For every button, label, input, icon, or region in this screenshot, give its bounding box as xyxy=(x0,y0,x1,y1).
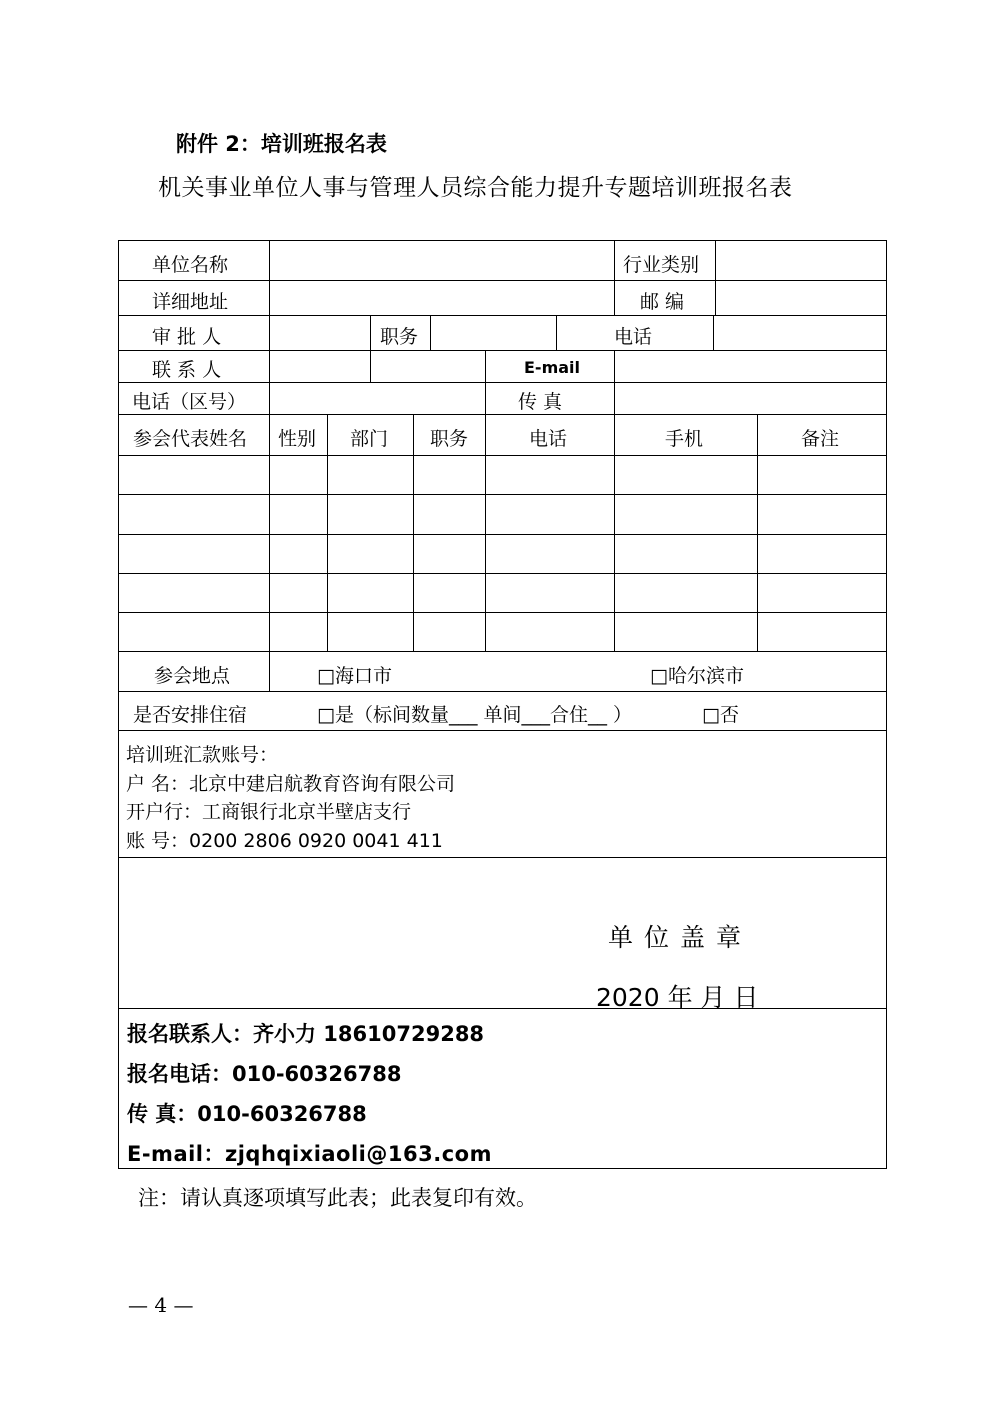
col-gender: 性别 xyxy=(278,428,317,450)
col-remarks: 备注 xyxy=(801,428,840,450)
annex-heading: 附件 2：培训班报名表 xyxy=(176,132,387,156)
address-label: 详细地址 xyxy=(152,291,229,313)
account-number: 账 号：0200 2806 0920 0041 411 xyxy=(126,830,443,852)
seal-date: 2020 年 月 日 xyxy=(596,983,759,1012)
lodging-yes-checkbox[interactable]: □是（标间数量___ 单间___合住__ ） xyxy=(317,704,633,726)
contact-field[interactable] xyxy=(274,353,368,380)
phone-area-label: 电话（区号） xyxy=(132,391,247,413)
contact-email: E-mail：zjqhqixiaoli@163.com xyxy=(127,1142,492,1166)
fax-label: 传 真 xyxy=(518,391,563,413)
email-field[interactable] xyxy=(618,353,882,380)
industry-label: 行业类别 xyxy=(623,254,700,276)
postcode-field[interactable] xyxy=(720,283,882,313)
position-label: 职务 xyxy=(380,326,419,348)
industry-field[interactable] xyxy=(720,244,882,278)
col-phone: 电话 xyxy=(529,428,568,450)
postcode-label: 邮 编 xyxy=(640,291,685,313)
phone-label: 电话 xyxy=(614,326,653,348)
footer-note: 注：请认真逐项填写此表；此表复印有效。 xyxy=(138,1186,537,1210)
address-field[interactable] xyxy=(274,283,612,313)
lodging-no-checkbox[interactable]: □否 xyxy=(702,704,739,726)
contact-fax: 传 真：010-60326788 xyxy=(127,1102,367,1126)
unit-name-label: 单位名称 xyxy=(152,254,229,276)
contact-person: 报名联系人：齐小力 18610729288 xyxy=(127,1022,485,1046)
account-bank: 开户行：工商银行北京半壁店支行 xyxy=(126,801,412,823)
location-label: 参会地点 xyxy=(154,665,231,687)
col-department: 部门 xyxy=(350,428,389,450)
col-name: 参会代表姓名 xyxy=(133,428,248,450)
approver-field[interactable] xyxy=(274,318,368,348)
location-harbin-checkbox[interactable]: □哈尔滨市 xyxy=(650,665,744,687)
form-title: 机关事业单位人事与管理人员综合能力提升专题培训班报名表 xyxy=(158,175,793,201)
lodging-label: 是否安排住宿 xyxy=(133,704,248,726)
phone-area-field[interactable] xyxy=(274,385,482,412)
page-number: — 4 — xyxy=(128,1293,194,1317)
account-title: 培训班汇款账号： xyxy=(126,744,279,766)
phone-field[interactable] xyxy=(718,318,882,348)
unit-seal-label: 单位盖章 xyxy=(608,923,753,952)
approver-label: 审 批 人 xyxy=(152,326,222,348)
account-name: 户 名：北京中建启航教育咨询有限公司 xyxy=(126,773,456,795)
fax-field[interactable] xyxy=(618,385,882,412)
col-mobile: 手机 xyxy=(665,428,704,450)
email-label: E-mail xyxy=(524,358,581,377)
col-position: 职务 xyxy=(430,428,469,450)
position-field[interactable] xyxy=(434,318,554,348)
unit-name-field[interactable] xyxy=(274,244,612,278)
contact-label: 联 系 人 xyxy=(152,359,222,381)
location-haikou-checkbox[interactable]: □海口市 xyxy=(317,665,392,687)
contact-phone: 报名电话：010-60326788 xyxy=(127,1062,402,1086)
